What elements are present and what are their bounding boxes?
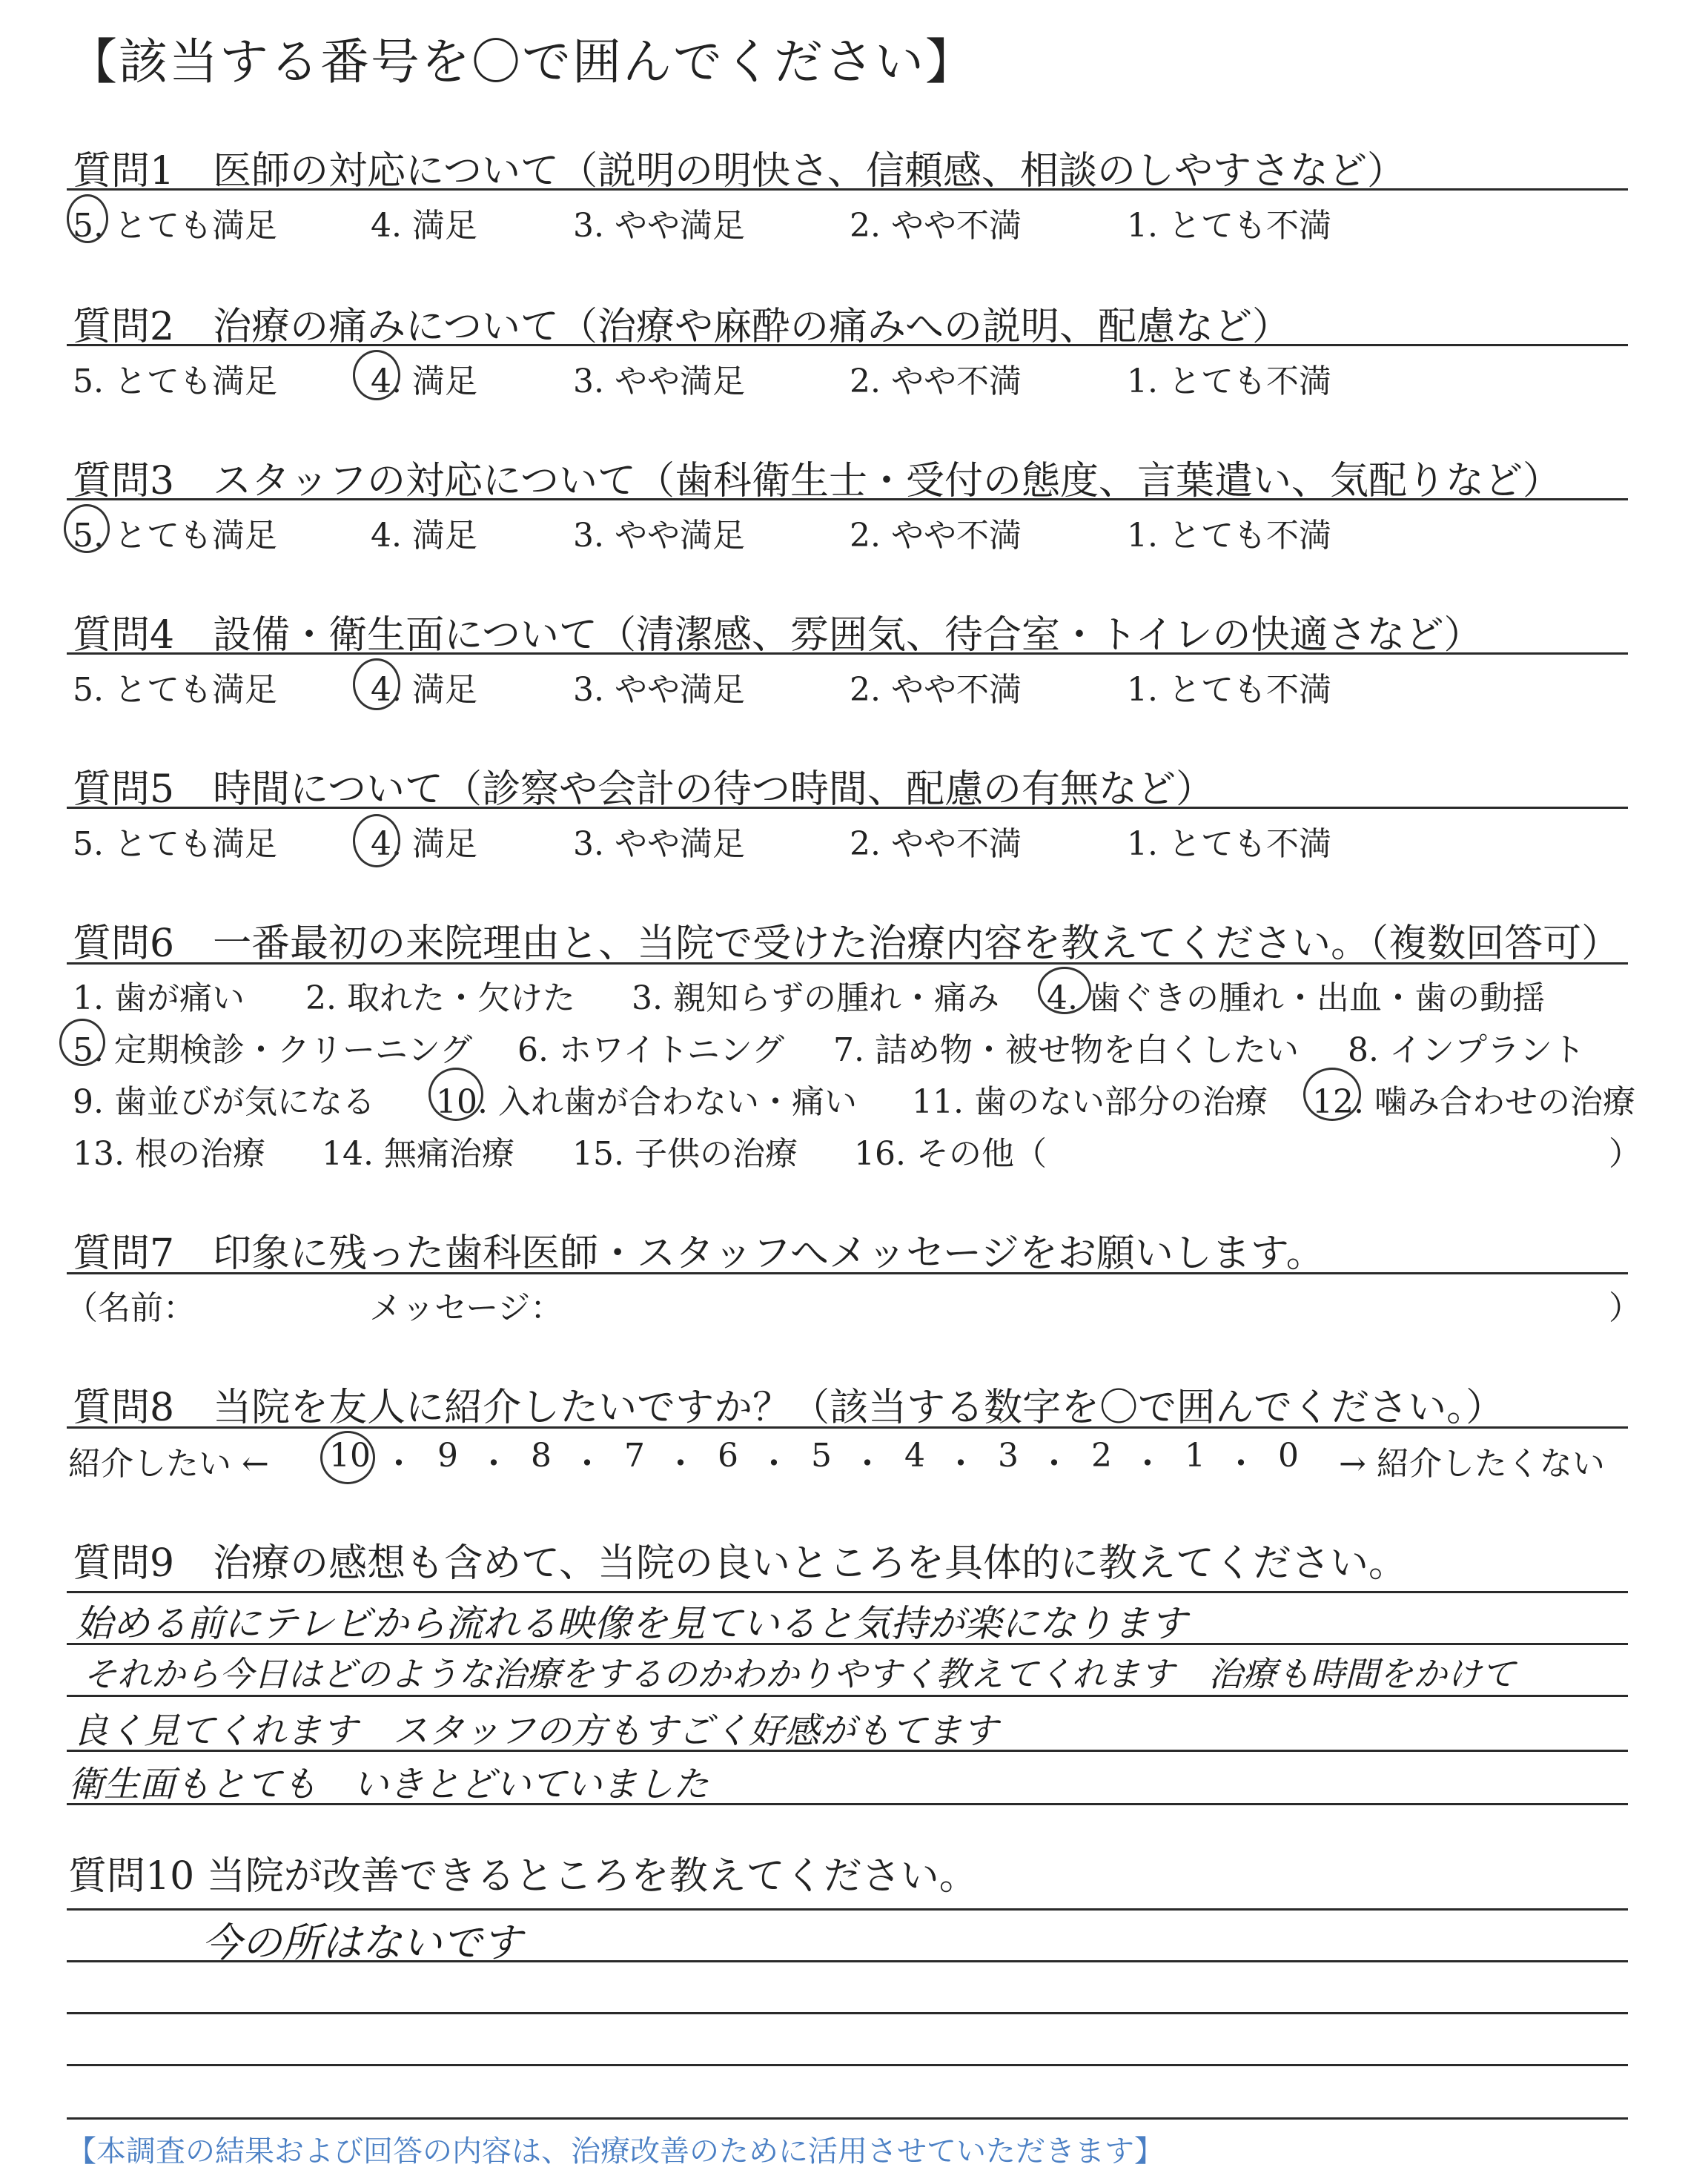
q6-option-6[interactable]: 6. ホワイトニング — [517, 1031, 785, 1069]
question-5-options — [73, 817, 1629, 861]
question-9-rule — [67, 1591, 1628, 1593]
q1-option-4[interactable]: 4. 満足 — [371, 207, 477, 245]
question-5-label: 質問5 時間について（診察や会計の待つ時間、配慮の有無など） — [73, 767, 1215, 812]
q8-value-7[interactable]: 7 — [624, 1437, 645, 1475]
question-1-options — [73, 199, 1629, 243]
question-1-rule — [67, 188, 1628, 191]
q8-sep: ・ — [664, 1445, 697, 1483]
q8-value-9[interactable]: 9 — [437, 1437, 458, 1475]
q6-option-15[interactable]: 15. 子供の治療 — [572, 1135, 798, 1173]
question-2-options — [73, 354, 1629, 399]
question-4-rule — [67, 652, 1628, 655]
q8-value-3[interactable]: 3 — [998, 1437, 1019, 1475]
q2-option-1[interactable]: 1. とても不満 — [1127, 363, 1331, 400]
q6-option-10[interactable]: 10. 入れ歯が合わない・痛い — [436, 1083, 857, 1121]
q4-option-3[interactable]: 3. やや満足 — [573, 671, 745, 709]
q3-option-5[interactable]: 5. とても満足 — [73, 517, 277, 555]
q5-option-2[interactable]: 2. やや不満 — [850, 825, 1022, 863]
question-8-label: 質問8 当院を友人に紹介したいですか？（該当する数字を〇で囲んでください。） — [73, 1386, 1505, 1430]
q8-sep: ・ — [851, 1445, 884, 1483]
q10-rule-4 — [67, 2064, 1628, 2066]
question-6-rule — [67, 962, 1628, 965]
q6-option-16[interactable]: 16. その他（ — [854, 1135, 1047, 1173]
q7-message-label: メッセージ： — [369, 1289, 563, 1327]
q8-right-label: → 紹介したくない — [1339, 1445, 1605, 1483]
q4-option-2[interactable]: 2. やや不満 — [850, 671, 1022, 709]
question-2-label: 質問2 治療の痛みについて（治療や麻酔の痛みへの説明、配慮など） — [73, 305, 1291, 349]
q9-answer-line-1: 始める前にテレビから流れる映像を見ていると気持が楽になります — [76, 1602, 1187, 1645]
q8-value-10[interactable]: 10 — [329, 1437, 371, 1475]
q9-answer-line-4: 衛生面もとても いきとどいていました — [68, 1764, 709, 1805]
q3-option-4[interactable]: 4. 満足 — [371, 517, 477, 555]
q6-option-4[interactable]: 4. 歯ぐきの腫れ・出血・歯の動揺 — [1047, 979, 1545, 1017]
q5-option-5[interactable]: 5. とても満足 — [73, 825, 277, 863]
question-4-options — [73, 663, 1629, 707]
q6-option-1[interactable]: 1. 歯が痛い — [73, 979, 245, 1017]
question-7-rule — [67, 1272, 1628, 1274]
q8-sep: ・ — [1225, 1445, 1257, 1483]
q8-sep: ・ — [1038, 1445, 1070, 1483]
question-1-label: 質問1 医師の対応について（説明の明快さ、信頼感、相談のしやすさなど） — [73, 149, 1406, 193]
q6-option-9[interactable]: 9. 歯並びが気になる — [73, 1083, 375, 1121]
q9-rule-4 — [67, 1750, 1628, 1752]
question-3-rule — [67, 498, 1628, 500]
q9-answer-line-2: それから今日はどのような治療をするのかわかりやすく教えてくれます 治療も時間をかけて — [83, 1654, 1515, 1694]
question-4-label: 質問4 設備・衛生面について（清潔感、雰囲気、待合室・トイレの快適さなど） — [73, 613, 1483, 658]
q8-value-0[interactable]: 0 — [1278, 1437, 1299, 1475]
q10-rule-2 — [67, 1960, 1628, 1962]
q6-option-7[interactable]: 7. 詰め物・被せ物を白くしたい — [833, 1031, 1299, 1069]
q6-option-11[interactable]: 11. 歯のない部分の治療 — [912, 1083, 1268, 1121]
q1-option-5[interactable]: 5. とても満足 — [73, 207, 277, 245]
question-8-rule — [67, 1426, 1628, 1429]
q3-option-1[interactable]: 1. とても不満 — [1127, 517, 1331, 555]
page-title: 【該当する番号を〇で囲んでください】 — [68, 33, 976, 90]
q1-option-3[interactable]: 3. やや満足 — [573, 207, 745, 245]
q9-rule-5 — [67, 1803, 1628, 1805]
question-2-rule — [67, 344, 1628, 346]
question-6-label: 質問6 一番最初の来院理由と、当院で受けた治療内容を教えてください。（複数回答可） — [73, 922, 1621, 966]
q10-rule-3 — [67, 2012, 1628, 2014]
q6-option-3[interactable]: 3. 親知らずの腫れ・痛み — [632, 979, 999, 1017]
question-9-label: 質問9 治療の感想も含めて、当院の良いところを具体的に教えてください。 — [73, 1541, 1408, 1586]
q10-rule-5 — [67, 2117, 1628, 2120]
question-3-options — [73, 509, 1629, 553]
q8-value-6[interactable]: 6 — [718, 1437, 738, 1475]
q5-option-1[interactable]: 1. とても不満 — [1127, 825, 1331, 863]
q8-value-5[interactable]: 5 — [811, 1437, 832, 1475]
q6-option-12[interactable]: 12. 噛み合わせの治療 — [1312, 1083, 1635, 1121]
footer-partial-text: 【本調査の結果および回答の内容は、治療改善のために活用させていただきます】 — [67, 2134, 1164, 2169]
question-3-label: 質問3 スタッフの対応について（歯科衛生士・受付の態度、言葉遣い、気配りなど） — [73, 459, 1562, 503]
q9-answer-line-3: 良く見てくれます スタッフの方もすごく好感がもてます — [73, 1710, 999, 1752]
question-10-label: 質問10 当院が改善できるところを教えてください。 — [68, 1854, 978, 1899]
q2-option-2[interactable]: 2. やや不満 — [850, 363, 1022, 400]
q6-option-2[interactable]: 2. 取れた・欠けた — [305, 979, 575, 1017]
q7-close-paren: ） — [1609, 1289, 1641, 1327]
q8-value-8[interactable]: 8 — [531, 1437, 552, 1475]
q5-option-4[interactable]: 4. 満足 — [371, 825, 477, 863]
q2-option-3[interactable]: 3. やや満足 — [573, 363, 745, 400]
q8-sep: ・ — [477, 1445, 510, 1483]
question-5-rule — [67, 807, 1628, 809]
q10-rule-1 — [67, 1908, 1628, 1911]
q8-sep: ・ — [758, 1445, 790, 1483]
q8-sep: ・ — [383, 1445, 415, 1483]
q1-option-2[interactable]: 2. やや不満 — [850, 207, 1022, 245]
q6-option-13[interactable]: 13. 根の治療 — [73, 1135, 265, 1173]
q8-sep: ・ — [1131, 1445, 1164, 1483]
q9-rule-2 — [67, 1643, 1628, 1645]
q8-sep: ・ — [944, 1445, 977, 1483]
q8-value-4[interactable]: 4 — [904, 1437, 925, 1475]
q6-other-close-paren: ） — [1609, 1135, 1641, 1173]
q3-option-3[interactable]: 3. やや満足 — [573, 517, 745, 555]
q4-option-1[interactable]: 1. とても不満 — [1127, 671, 1331, 709]
q8-left-label: 紹介したい ← — [68, 1445, 269, 1483]
q8-value-2[interactable]: 2 — [1091, 1437, 1112, 1475]
q8-value-1[interactable]: 1 — [1185, 1437, 1205, 1475]
q4-option-4[interactable]: 4. 満足 — [371, 671, 477, 709]
q7-name-label: （名前： — [65, 1289, 196, 1327]
q9-rule-3 — [67, 1695, 1628, 1697]
q6-option-5[interactable]: 5. 定期検診・クリーニング — [73, 1031, 473, 1069]
q5-option-3[interactable]: 3. やや満足 — [573, 825, 745, 863]
q6-option-14[interactable]: 14. 無痛治療 — [322, 1135, 514, 1173]
q1-option-1[interactable]: 1. とても不満 — [1127, 207, 1331, 245]
q2-option-5[interactable]: 5. とても満足 — [73, 363, 277, 400]
question-7-label: 質問7 印象に残った歯科医師・スタッフへメッセージをお願いします。 — [73, 1231, 1325, 1276]
q3-option-2[interactable]: 2. やや不満 — [850, 517, 1022, 555]
q10-answer-line-1: 今の所はないです — [202, 1919, 522, 1966]
q8-sep: ・ — [571, 1445, 603, 1483]
q4-option-5[interactable]: 5. とても満足 — [73, 671, 277, 709]
q2-option-4[interactable]: 4. 満足 — [371, 363, 477, 400]
q6-option-8[interactable]: 8. インプラント — [1348, 1031, 1585, 1069]
